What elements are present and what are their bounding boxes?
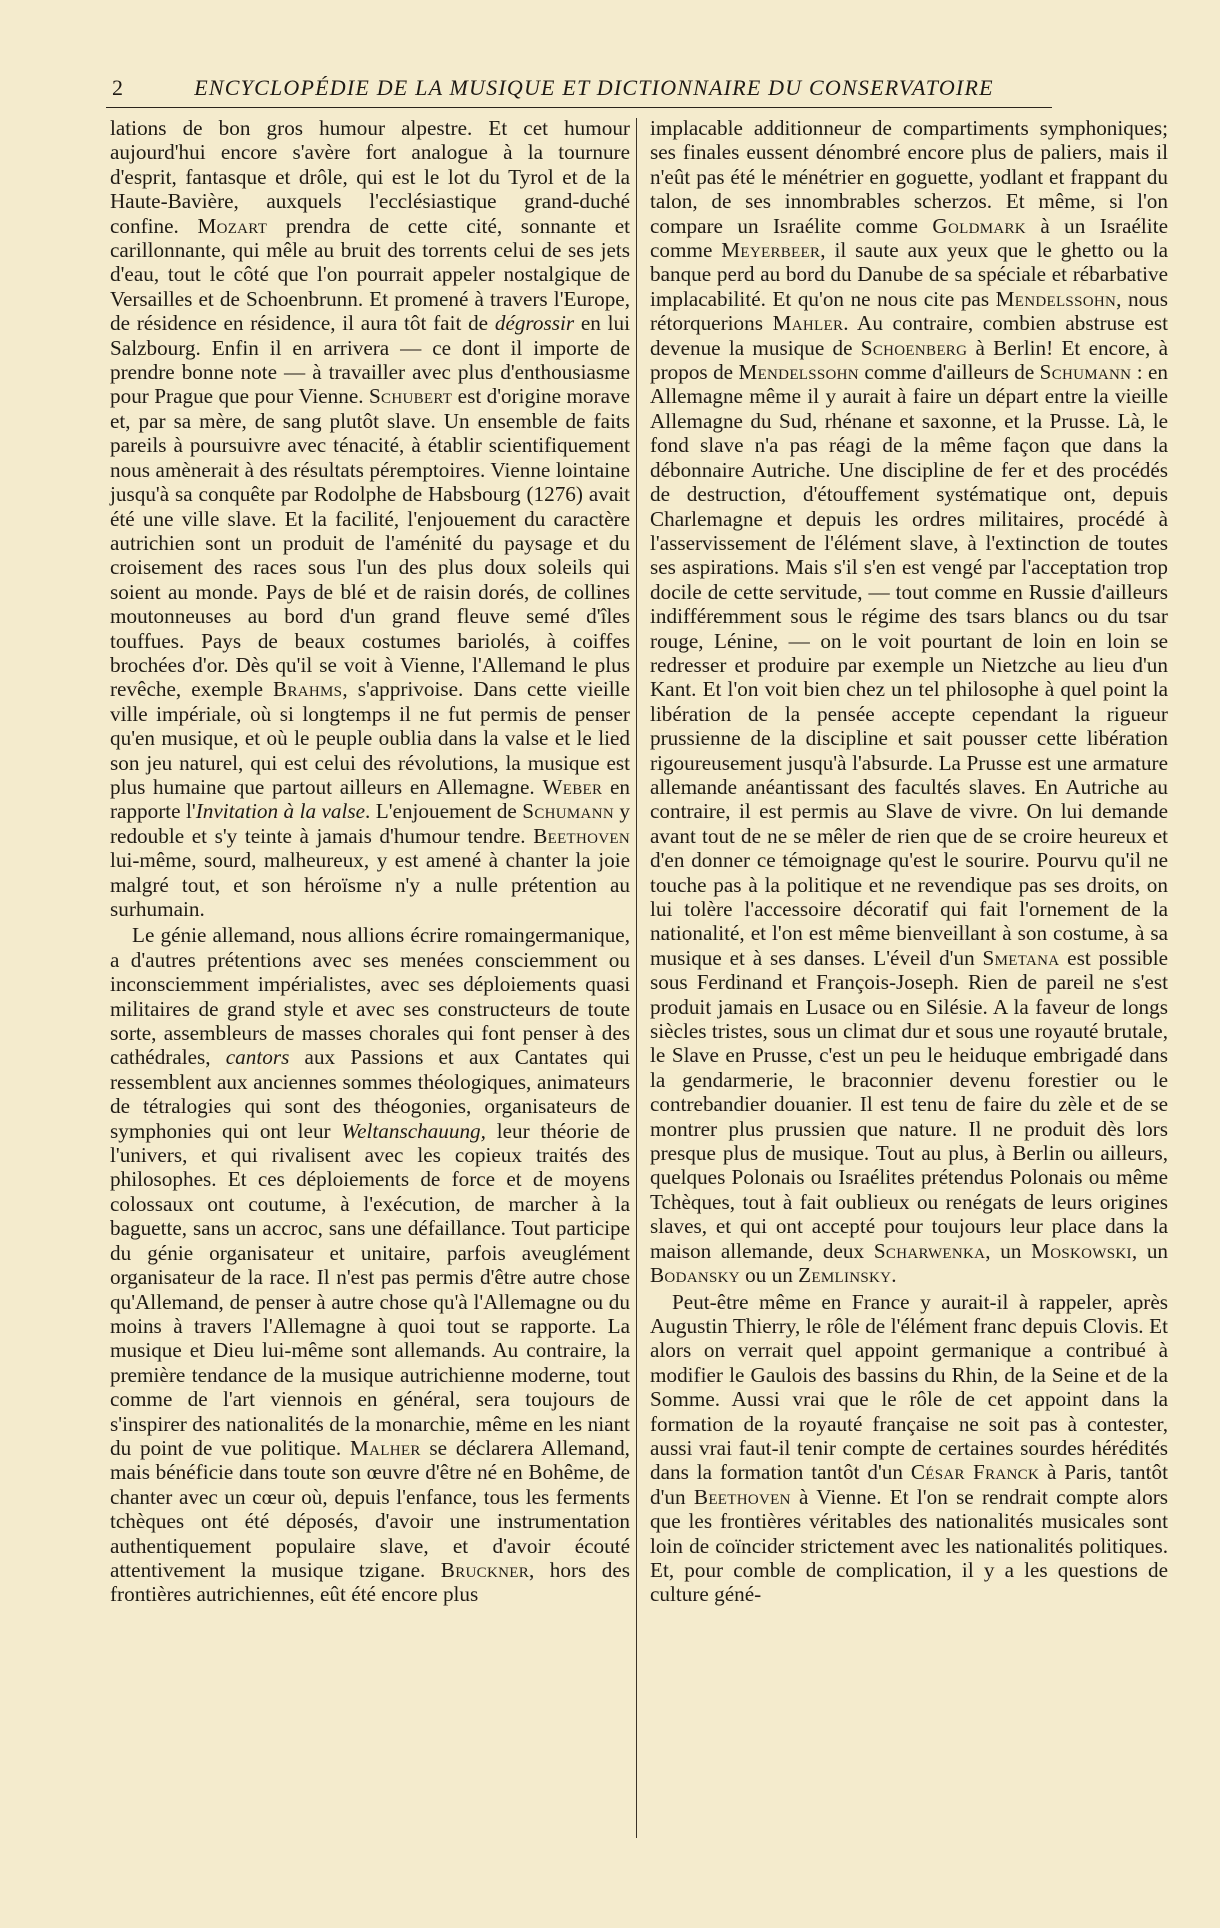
text-run: en lui Salzbourg. Enfin il en arrivera — ce dont il importe de prendre bonne note — à travailler avec plus d'enthousiasme pour Prague que pour Vienne.	[110, 311, 630, 409]
composer-name: Brahms	[273, 677, 343, 702]
right-column	[650, 116, 1168, 1607]
composer-name: Meyerbeer	[721, 238, 821, 263]
composer-name: Smetana	[982, 945, 1060, 970]
composer-name: Malher	[349, 1435, 421, 1460]
text-run: . L'enjouement de	[365, 799, 523, 824]
text-run: Peut-être même en France y aurait-il à rappeler, après Augustin Thierry, le rôle de l'élément franc depuis Clovis. Et alors on verrait quel appoint germanique a contribué à modifier le Gaulois des bassins du Rhin, de la Seine et de la Somme. Aussi vrai que le rôle de cet appoint dans la formation de la royauté française ne soit pas à contester, aussi vrai faut-il tenir compte de certaines sourdes hérédités dans la formation tantôt d'un	[650, 1289, 1168, 1485]
text-run: . Au contraire, combien abstruse est devenue la musique de	[650, 311, 1168, 360]
text-run: implacable additionneur de compartiments symphoniques; ses finales eussent dénombré encore plus de paliers, mais il n'eût pas été le ménétrier en goguette, yodlant et frappant du talon, de ses innombrables scherzos. Et même, si l'on compare un Israélite comme	[650, 116, 1168, 238]
paragraph	[110, 116, 630, 921]
composer-name: Bruckner	[440, 1557, 530, 1582]
text-run: .	[891, 1263, 897, 1288]
composer-name: Schoenberg	[860, 335, 968, 360]
text-run: : en Allemagne même il y aurait à faire un départ entre la vieille Allemagne du Sud, rhénane et saxonne, et la Prusse. Là, le fond slave n'a pas réagi de la même façon que dans la débonnaire Autriche. Une discipline de fer et des procédés de destruction, d'étouffement systématique ont, depuis Charlemagne et depuis les ordres militaires, procédé à l'asservissement de l'élément slave, à l'extinction de toutes ses aspirations. Mais s'il s'en est vengé par l'acceptation trop docile de cette servitude, — tout comme en Russie d'ailleurs indifféremment sous le régime des tsars blancs ou du tsar rouge, Lénine, — on le voit pourtant de loin en loin se redresser et produire par exemple un Nietzche au lieu d'un Kant. Et l'on voit bien chez un tel philosophe à quel point la libération de la pensée accepte cependant la rigueur prussienne de la discipline et sait pousser cette libération rigoureusement jusqu'à l'absurde. La Prusse est une armature allemande anéantissant des facultés slaves. En Autriche au contraire, il est permis au Slave de vivre. On lui demande avant tout de ne se mêler de rien que de se croire heureux et d'en donner ce témoignage qu'est le sourire. Pourvu qu'il ne touche pas à la politique et ne revendique pas ses droits, on lui tolère l'accessoire décoratif qui fait l'ornement de la nationalité, et l'on est même bienveillant à son costume, à sa musique et à ses danses. L'éveil d'un	[650, 360, 1168, 970]
composer-name: Mendelssohn	[738, 360, 859, 385]
italic-title: Invitation à la valse	[195, 799, 366, 824]
composer-name: Moskowski	[1031, 1238, 1132, 1263]
text-run: à Berlin! Et encore, à propos de	[650, 335, 1168, 385]
column-divider	[636, 118, 637, 1838]
composer-name: Schubert	[368, 384, 453, 409]
composer-name: Mendelssohn	[995, 286, 1117, 311]
composer-name: Schumann	[522, 799, 614, 824]
text-run: prendra de cette cité, sonnante et carillonnante, qui mêle au bruit des torrents celui de ses jets d'eau, tout le côté que l'on pourrait appeler nostalgique de Versailles et de Schoenbrunn. Et promené à travers l'Europe, de résidence en résidence, il aura tôt fait de	[110, 213, 630, 336]
composer-name: Schumann	[1039, 360, 1132, 385]
composer-name: Mozart	[197, 213, 268, 238]
composer-name: Scharwenka	[873, 1238, 986, 1263]
text-run: se déclarera Allemand, mais bénéficie dans toute son œuvre d'être né en Bohême, de chanter avec un cœur où, depuis l'enfance, tous les ferments tchèques ont été déposés, d'avoir une instrumentation authentiquement populaire slave, et d'avoir écouté attentivement la musique tzigane.	[110, 1435, 630, 1582]
italic-term: cantors	[225, 1045, 290, 1070]
composer-name: Mahler	[772, 311, 844, 336]
italic-term: dégrossir	[494, 311, 575, 336]
composer-name: Zemlinsky	[798, 1263, 892, 1288]
text-run: y redouble et s'y teinte à jamais d'humour tendre.	[110, 799, 630, 848]
text-run: à Vienne. Et l'on se rendrait compte alors que les frontières véritables des nationalités musicales sont loin de coïncider strictement avec les nationalités politiques. Et, pour comble de complication, il y a les questions de culture géné-	[650, 1484, 1168, 1607]
text-run: comme d'ailleurs de	[858, 360, 1040, 385]
text-run: aux Passions et aux Cantates qui ressemblent aux anciennes sommes théologiques, animateurs de tétralogies qui sont des théogonies, organisateurs de symphonies qui ont leur	[110, 1045, 630, 1143]
composer-name: César Franck	[910, 1460, 1040, 1485]
text-run: est possible sous Ferdinand et François-Joseph. Rien de pareil ne s'est produit jamais en Lusace ou en Silésie. A la faveur de longs siècles tristes, sous un climat dur et sous une royauté brutale, le Slave en Prusse, c'est un peu le heiduque embrigadé dans la gendarmerie, le braconnier devenu forestier ou le contrebandier douanier. Il est tenu de faire du zèle et de se montrer plus prussien que nature. Il ne produit dès lors presque plus de musique. Tout au plus, à Berlin ou ailleurs, quelques Polonais ou Israélites prétendus Polonais ou même Tchèques, tout à fait oublieux ou renégats de leurs origines slaves, et qui ont accepté pour toujours leur place dans la maison allemande, deux	[650, 945, 1168, 1263]
text-run: à un Israélite comme	[650, 213, 1168, 263]
composer-name: Weber	[542, 774, 603, 799]
composer-name: Beethoven	[533, 823, 630, 848]
composer-name: Bodansky	[650, 1263, 740, 1288]
text-run: leur théorie de l'univers, et qui rivalisent avec les copieux traités des philosophes. Et ces déploiements de force et de moyens colossaux ont coutume, à l'exécution, de marcher à la baguette, sans un accroc, sans une défaillance. Tout participe du génie organisateur et unitaire, parfois aveuglément organisateur de la race. Il n'est pas permis d'être autre chose qu'Allemand, de penser à autre chose qu'à l'Allemagne ou du moins à travers l'Allemagne à quoi tout se rapporte. La musique et Dieu lui-même sont allemands. Au contraire, la première tendance de la musique autrichienne moderne, tout comme de l'art viennois en général, sera toujours de s'inspirer des nationalités de la monarchie, même en les niant du point de vue politique.	[110, 1118, 630, 1460]
text-run: Le génie allemand, nous allions écrire romaingermanique, a d'autres prétentions avec ses menées consciemment ou inconsciemment impérialistes, avec ses déploiements quasi militaires de grand style et avec ses constructeurs de toute sorte, assembleurs de masses chorales qui font penser à des cathédrales,	[110, 923, 630, 1070]
text-run: , hors des frontières autrichiennes, eût été encore plus	[110, 1557, 631, 1607]
italic-term: Weltanschauung,	[341, 1118, 486, 1143]
paragraph	[110, 923, 630, 1606]
page-header	[106, 74, 1052, 108]
text-run: à Paris, tantôt d'un	[650, 1460, 1168, 1509]
paragraph	[650, 116, 1168, 1288]
text-run: en rapporte l'	[110, 774, 631, 824]
text-run: , un	[985, 1238, 1032, 1263]
running-title: ENCYCLOPÉDIE DE LA MUSIQUE ET DICTIONNAIRE DU CONSERVATOIRE	[194, 75, 994, 100]
paragraph	[650, 1290, 1168, 1607]
composer-name: Beethoven	[693, 1484, 791, 1509]
text-run: est d'origine morave et, par sa mère, de sang plutôt slave. Un ensemble de faits pareils à poursuivre avec ténacité, à établir scientifiquement nous amènerait à des résultats péremptoires. Vienne lointaine jusqu'à sa conquête par Rodolphe de Habsbourg (1276) avait été une ville slave. Et la facilité, l'enjouement du caractère autrichien sont un produit de l'aménité du paysage et du croisement des races sous l'un des plus doux soleils qui soient au monde. Pays de blé et de raisin dorés, de collines moutonneuses au bord d'un grand fleuve semé d'îles touffues. Pays de beaux costumes bariolés, à coiffes brochées d'or. Dès qu'il se voit à Vienne, l'Allemand le plus revêche, exemple	[110, 384, 630, 702]
composer-name: Goldmark	[932, 213, 1026, 238]
text-run: lations de bon gros humour alpestre. Et cet humour aujourd'hui encore s'avère fort analogue à la tournure d'esprit, fantasque et drôle, qui est le lot du Tyrol et de la Haute-Bavière, auxquels l'ecclésiastique grand-duché confine.	[110, 116, 630, 238]
text-run: , nous rétorquerions	[650, 286, 1168, 336]
text-run: ou un	[739, 1263, 799, 1288]
text-run: lui-même, sourd, malheureux, y est amené à chanter la joie malgré tout, et son héroïsme n'y a nulle prétention au surhumain.	[110, 848, 630, 921]
left-column	[110, 116, 630, 1607]
text-run: , un	[1131, 1238, 1169, 1263]
page-number: 2	[112, 75, 123, 100]
text-run: , s'apprivoise. Dans cette vieille ville impériale, où si longtemps il ne fut permis de penser qu'en musique, et où le peuple oublia dans la valse et le lied son jeu naturel, qui est celui des révolutions, la musique est plus humaine que partout ailleurs en Allemagne.	[110, 677, 630, 799]
text-run: , il saute aux yeux que le ghetto ou la banque perd au bord du Danube de sa spéciale et rébarbative implacabilité. Et qu'on ne nous cite pas	[650, 238, 1168, 311]
